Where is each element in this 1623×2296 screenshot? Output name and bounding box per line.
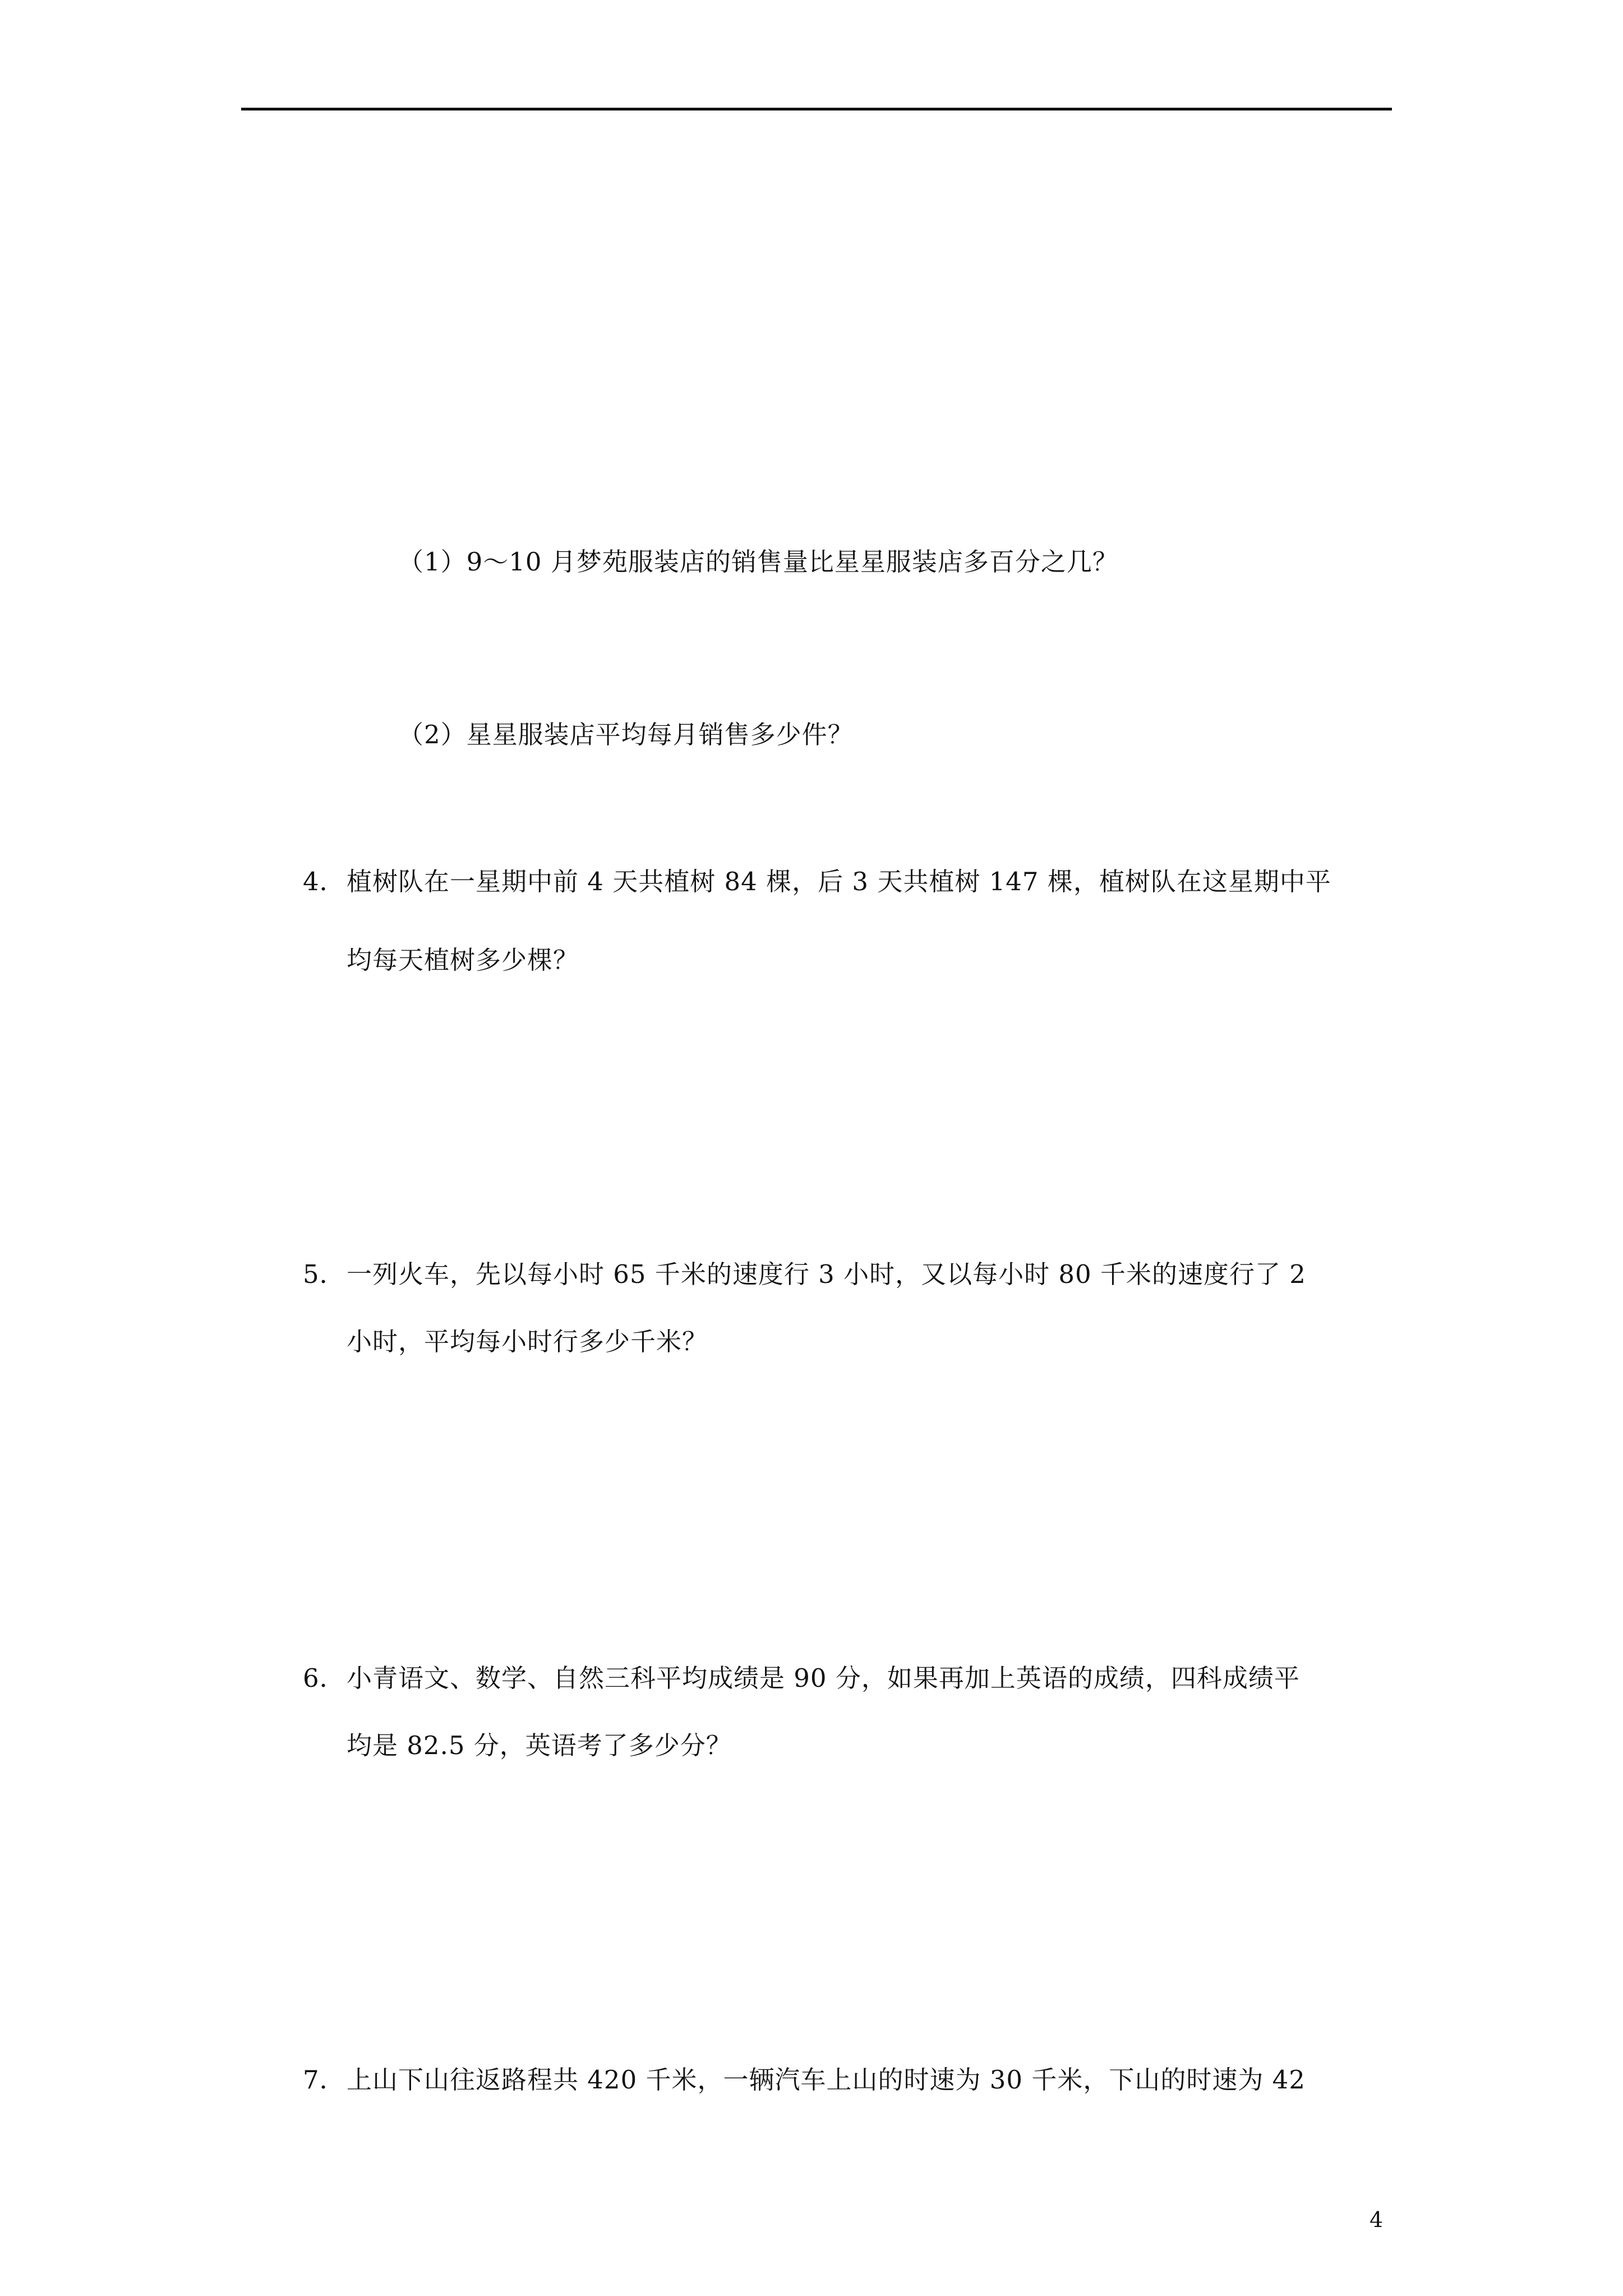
question-6-line-1: 小青语文、数学、自然三科平均成绩是 90 分，如果再加上英语的成绩，四科成绩平 bbox=[347, 1663, 1300, 1693]
question-4-line-1: 植树队在一星期中前 4 天共植树 84 棵，后 3 天共植树 147 棵，植树队在这星期中平 bbox=[347, 867, 1331, 896]
question-7-line-1: 上山下山往返路程共 420 千米，一辆汽车上山的时速为 30 千米，下山的时速为 42 bbox=[347, 2065, 1306, 2095]
header-rule bbox=[241, 108, 1392, 111]
subquestion-2: （2）星星服装店平均每月销售多少件？ bbox=[398, 720, 854, 749]
question-5-number: 5． bbox=[303, 1259, 345, 1289]
question-7-number: 7． bbox=[303, 2065, 345, 2095]
page-number: 4 bbox=[1370, 2207, 1384, 2232]
subquestion-1: （1）9～10 月梦苑服装店的销售量比星星服装店多百分之几？ bbox=[398, 547, 1118, 577]
question-5-line-1: 一列火车，先以每小时 65 千米的速度行 3 小时，又以每小时 80 千米的速度行了 2 bbox=[347, 1259, 1306, 1289]
question-5-line-2: 小时，平均每小时行多少千米？ bbox=[347, 1327, 708, 1356]
question-6-line-2: 均是 82.5 分，英语考了多少分？ bbox=[347, 1731, 732, 1760]
question-4-line-2: 均每天植树多少棵？ bbox=[347, 945, 579, 975]
question-6-number: 6． bbox=[303, 1663, 345, 1693]
question-4-number: 4． bbox=[303, 867, 345, 896]
